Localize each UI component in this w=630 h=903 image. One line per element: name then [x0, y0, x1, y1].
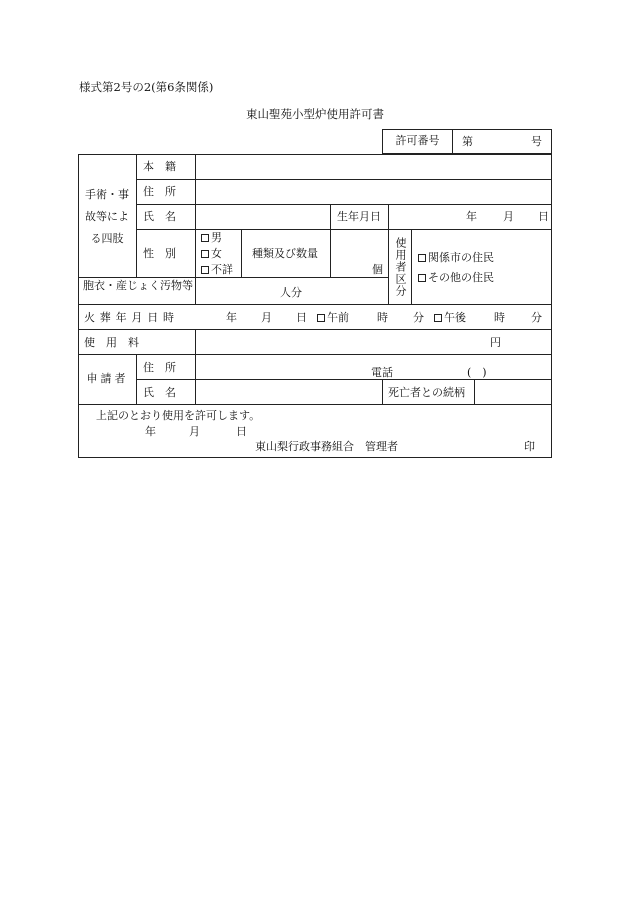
issuer-name: 東山梨行政事務組合 管理者: [255, 440, 398, 453]
cremation-pm[interactable]: 午後: [434, 312, 466, 323]
birth-month: 月: [503, 210, 514, 223]
issue-year: 年: [145, 425, 156, 438]
checkbox-icon: [317, 314, 325, 322]
sex-label: 性 別: [143, 247, 176, 260]
cremation-month: 月: [261, 311, 272, 324]
sex-option-male[interactable]: 男: [201, 232, 222, 243]
phone-label: 電話: [371, 366, 393, 379]
relation-label: 死亡者との続柄: [388, 386, 465, 399]
cremation-am[interactable]: 午前: [317, 312, 349, 323]
issue-month: 月: [189, 425, 200, 438]
checkbox-icon: [201, 250, 209, 258]
resident-option-local[interactable]: 関係市の住民: [418, 252, 494, 263]
limb-name-label: 氏 名: [143, 210, 176, 223]
cremation-year: 年: [226, 311, 237, 324]
honseki-label: 本 籍: [143, 160, 176, 173]
limb-address-label: 住 所: [143, 185, 176, 198]
cremation-pm-minute: 分: [531, 311, 542, 324]
limb-group-label: 手術・事故等による四肢: [85, 188, 129, 245]
applicant-name-label: 氏 名: [143, 386, 176, 399]
count-unit: 個: [372, 263, 383, 276]
sex-option-unknown[interactable]: 不詳: [201, 264, 233, 275]
kind-quantity-label: 種類及び数量: [252, 247, 318, 260]
cremation-am-hour: 時: [377, 311, 388, 324]
seal-mark: 印: [524, 440, 535, 453]
birth-day: 日: [538, 210, 549, 223]
checkbox-icon: [201, 234, 209, 242]
cremation-am-minute: 分: [413, 311, 424, 324]
placenta-label: 胞衣・産じょく汚物等: [83, 279, 193, 292]
applicant-label: 申請者: [86, 372, 129, 386]
sex-option-female[interactable]: 女: [201, 248, 222, 259]
fee-label: 使 用 料: [84, 336, 139, 349]
cremation-day: 日: [296, 311, 307, 324]
permit-prefix: 第: [462, 135, 473, 148]
issue-day: 日: [236, 425, 247, 438]
checkbox-icon: [434, 314, 442, 322]
permit-suffix: 号: [531, 135, 542, 148]
checkbox-icon: [201, 266, 209, 274]
checkbox-icon: [418, 274, 426, 282]
page-title: 東山聖苑小型炉使用許可書: [246, 107, 384, 121]
cremation-label: 火葬年月日時: [84, 311, 179, 324]
resident-option-other[interactable]: その他の住民: [418, 272, 494, 283]
form-number: 様式第2号の2(第6条関係): [79, 80, 214, 94]
permit-statement: 上記のとおり使用を許可します。: [96, 409, 261, 422]
user-class-label: 使用者区分: [394, 236, 408, 297]
birth-year: 年: [466, 210, 477, 223]
checkbox-icon: [418, 254, 426, 262]
permit-number-label: 許可番号: [395, 134, 440, 148]
phone-parens: ( ): [467, 366, 487, 379]
placenta-unit: 人分: [280, 286, 302, 299]
fee-unit: 円: [490, 336, 501, 349]
applicant-address-label: 住 所: [143, 361, 176, 374]
birth-date-label: 生年月日: [337, 210, 381, 223]
cremation-pm-hour: 時: [494, 311, 505, 324]
